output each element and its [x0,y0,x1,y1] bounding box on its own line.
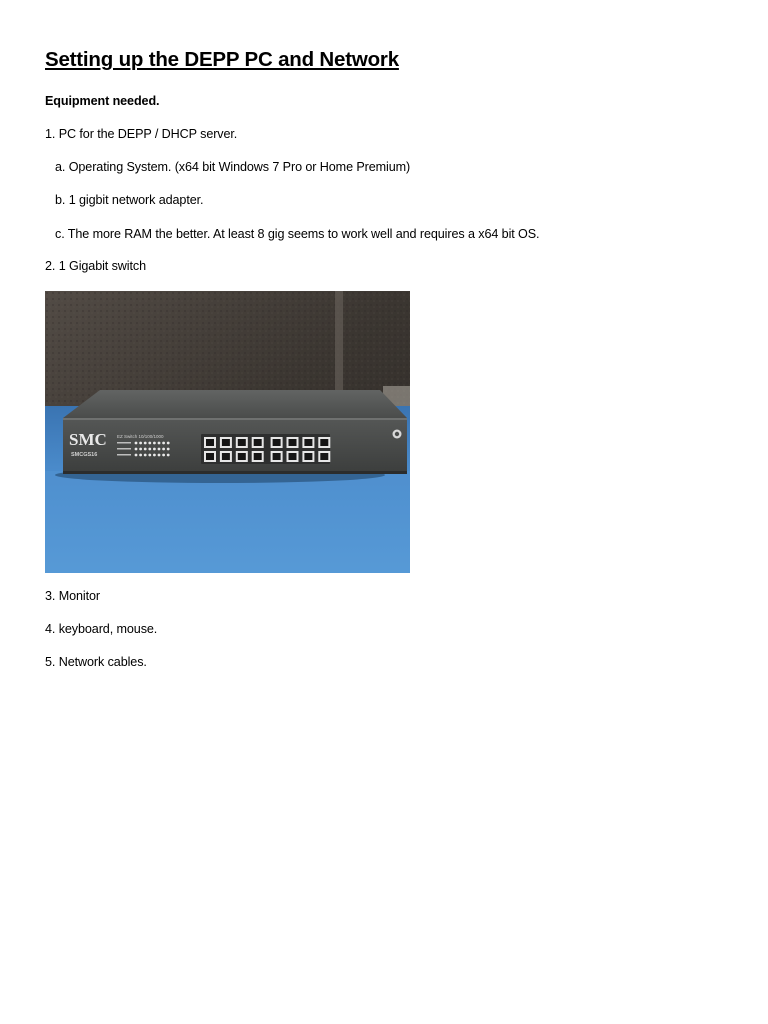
switch-led [167,442,170,445]
switch-model-label: SMCGS16 [71,452,98,458]
switch-led [162,448,165,451]
page-title: Setting up the DEPP PC and Network [45,48,399,71]
switch-led [158,454,161,457]
switch-led [144,442,147,445]
gigabit-switch-photo [45,291,410,573]
switch-led [167,454,170,457]
switch-led [153,442,156,445]
switch-led [139,448,142,451]
switch-led [153,448,156,451]
switch-led [139,442,142,445]
switch-led [158,442,161,445]
switch-led [144,454,147,457]
switch-led [135,454,138,457]
switch-image [45,291,410,573]
switch-port-opening [273,453,281,460]
switch-brand-label: SMC [69,430,107,449]
switch-led [162,442,165,445]
switch-led [139,454,142,457]
switch-led [148,442,151,445]
switch-subtitle-label: EZ Switch 10/100/1000 [117,434,164,439]
switch-port-opening [222,439,230,446]
switch-port-opening [289,453,297,460]
switch-port-opening [320,453,328,460]
switch-port-opening [254,453,262,460]
switch-led-label [117,454,131,456]
switch-port-opening [222,453,230,460]
switch-led [144,448,147,451]
list-item-keyboard-mouse: 4. keyboard, mouse. [45,622,158,636]
list-item-switch: 2. 1 Gigabit switch [45,259,146,273]
switch-led [135,448,138,451]
switch-port-opening [304,453,312,460]
list-item-pc: 1. PC for the DEPP / DHCP server. [45,127,238,141]
switch-port-opening [254,439,262,446]
list-item-network-cables: 5. Network cables. [45,655,147,669]
switch-port-opening [238,439,246,446]
switch-led [148,454,151,457]
switch-led [158,448,161,451]
switch-port-opening [273,439,281,446]
equipment-heading: Equipment needed. [45,94,160,108]
list-item-monitor: 3. Monitor [45,589,100,603]
switch-led [162,454,165,457]
switch-led [167,448,170,451]
switch-port-opening [206,453,214,460]
switch-port-opening [304,439,312,446]
switch-led-label [117,442,131,444]
list-subitem-os: a. Operating System. (x64 bit Windows 7 Pro or Home Premium) [55,160,411,174]
switch-port-opening [206,439,214,446]
switch-led [153,454,156,457]
switch-port-opening [289,439,297,446]
switch-led [148,448,151,451]
list-subitem-ram: c. The more RAM the better. At least 8 gig seems to work well and requires a x64 bit OS. [55,227,540,241]
switch-port-opening [320,439,328,446]
switch-led-label [117,448,131,450]
switch-led [135,442,138,445]
switch-port-opening [238,453,246,460]
list-subitem-network-adapter: b. 1 gigbit network adapter. [55,193,204,207]
